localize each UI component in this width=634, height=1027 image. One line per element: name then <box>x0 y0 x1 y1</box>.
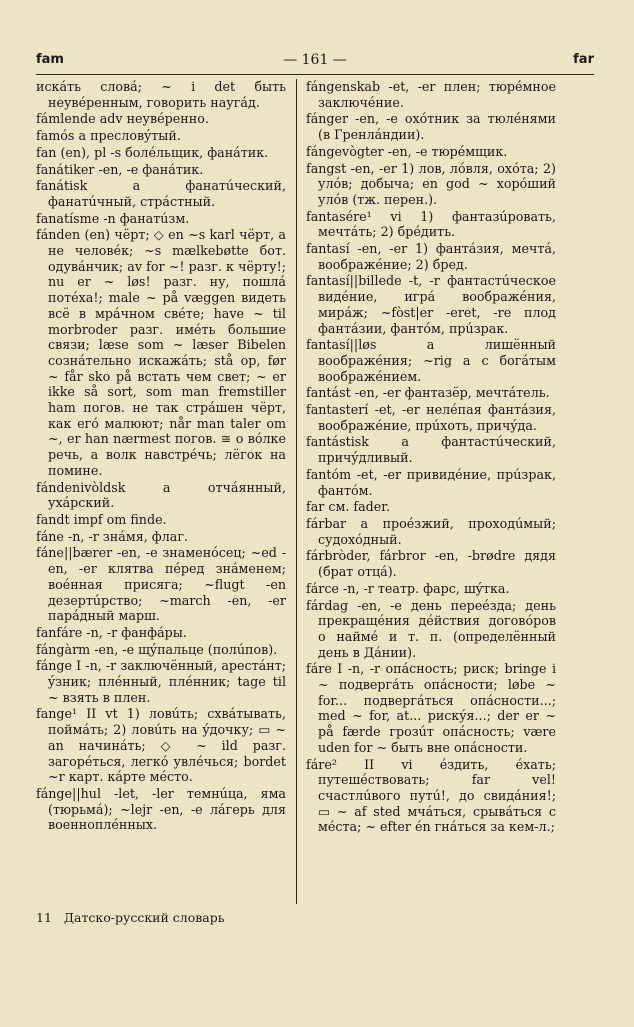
dictionary-entry: fáre² II vi éздить, éхать; путешéствовать; far vel! счастлúвого путú!, до свидáния!; ▭ ~ af sted мчáться, срывáться с мéста; ~ efter én гнáться за кем-л.; <box>306 756 556 835</box>
dictionary-entry: fárbròder, fárbror -en, -brødre дядя (брат отцá). <box>306 548 556 580</box>
dictionary-entry: искáть словá; ~ i det быть неувéренным, говорить наугáд. <box>36 79 286 110</box>
dictionary-entry: fáne||bærer -en, -e знаменóсец; ~ed -en, -er клятва пéред знáменем; воéнная присяга; ~flugt -en дезертúрство; ~march -en, -er парáдный марш. <box>36 545 286 624</box>
header-rule <box>36 74 594 75</box>
left-column <box>36 79 286 909</box>
dictionary-entry: fárbar a проéзжий, проходúмый; судохóдный. <box>306 515 556 547</box>
dictionary-entry: fárce -n, -r театр. фарс, шýтка. <box>306 580 510 596</box>
dictionary-entry: fándenivòldsk a отчáянный, ухáрский. <box>36 479 286 511</box>
dictionary-entry: fámlende adv неувéренно. <box>36 111 209 127</box>
header-left-guideword: fam <box>36 52 64 67</box>
dictionary-entry: fáne -n, -r знáмя, флаг. <box>36 528 188 544</box>
signature-line <box>36 910 225 925</box>
page-number: — 161 — <box>283 52 347 68</box>
dictionary-entry: fangst -en, -er 1) лов, лóвля, охóта; 2) улóв; добыча; en god ~ хорóший улóв (тж. перен.). <box>306 160 556 207</box>
dictionary-entry: fantasí||løs a лишённый воображéния; ~rig a с богáтым воображéнием. <box>306 337 556 384</box>
dictionary-entry: fángenskab -et, -er плен; тюрéмное заключéние. <box>306 79 556 110</box>
dictionary-entry: fandt impf om finde. <box>36 511 167 527</box>
header-right-guideword: far <box>573 52 594 67</box>
right-column <box>306 79 556 909</box>
dictionary-entry: fantóm -et, -er привидéние, прúзрак, фантóм. <box>306 466 556 498</box>
dictionary-entry: fanatísme -n фанатúзм. <box>36 210 190 226</box>
dictionary-entry: fantasí -en, -er 1) фантáзия, мечтá, воображéние; 2) бред. <box>306 241 556 272</box>
dictionary-entry: fanátisk a фанатúческий, фанатúчный, стрáстный. <box>36 178 286 209</box>
column-divider <box>296 79 297 904</box>
signature-title: Датско-русский словарь <box>63 910 225 925</box>
dictionary-entry: fan (en), pl -s болéльщик, фанáтик. <box>36 144 269 160</box>
dictionary-entry: fánger -en, -e охóтник за тюлéнями (в Гренлáндии). <box>306 111 556 143</box>
dictionary-entry: famós a пресловýтый. <box>36 128 181 144</box>
signature-number: 11 <box>36 910 52 925</box>
dictionary-entry: fángevògter -en, -e тюрéмщик. <box>306 143 508 159</box>
dictionary-entry: fantást -en, -er фантазёр, мечтáтель. <box>306 385 550 401</box>
dictionary-entry: fárdag -en, -e день переéзда; день прекращéния дéйствия договóров о наймé и т. п. (определённый день в Дáнии). <box>306 597 556 660</box>
dictionary-entry: fange¹ II vt 1) ловúть; схвáтывать, поймáть; 2) ловúть на ýдочку; ▭ ~ an начинáть; ◇ ~ ild разг. загорéться, легкó увлéчься; bordet ~r карт. кáрте мéсто. <box>36 706 286 785</box>
dictionary-entry: fánge||hul -let, -ler темнúца, яма (тюрьмá); ~lejr -en, -e лáгерь для военноплéнных. <box>36 785 286 833</box>
dictionary-entry: fáre I -n, -r опáсность; риск; bringe i ~ подвергáть опáсности; løbe ~ for... подвергáться опáсности...; med ~ for, at... рискýя...; der er ~ på færde грозúт опáсность; være uden for ~ быть вне опáсности. <box>306 661 556 755</box>
dictionary-entry: fanátiker -en, -e фанáтик. <box>36 161 204 177</box>
dictionary-entry: fantástisk a фантастúческий, причýдливый. <box>306 434 556 466</box>
dictionary-entry: fanfáre -n, -r фанфáры. <box>36 624 187 640</box>
dictionary-entry: fantasterí -et, -er нелéпая фантáзия, воображéние, прúхоть, причýда. <box>306 402 556 433</box>
page-header <box>36 52 594 74</box>
dictionary-entry: fantasére¹ vi 1) фантазúровать, мечтáть; 2) брéдить. <box>306 208 556 240</box>
dictionary-entry: fángàrm -en, -e щýпальце (полúпов). <box>36 641 278 657</box>
dictionary-entry: fánden (en) чёрт; ◇ en ~s karl чёрт, а не человéк; ~s mælkebøtte бот. одувáнчик; av for ~! разг. к чёрту!; nu er ~ løs! разг. ну, пошлá потéха!; male ~ på væggen видеть всё в мрáчном свéте; have ~ til morbroder разг. имéть большие связи; læse som ~ læser Bibelen сознáтельно искажáть; stå op, før ~ får sko på встать чем свет; ~ er ikke så sort, som man fremstiller ham погов. не так стрáшен чёрт, как егó малюют; når man taler om ~, er han nærmest погов. ≅ о вóлке речь, а волк навстрéчь; лёгок на помине. <box>36 227 286 478</box>
dictionary-entry: far см. fader. <box>306 499 390 515</box>
dictionary-entry: fánge I -n, -r заключённый, арестáнт; ýзник; плéнный, плéнник; tage til ~ взять в плен. <box>36 658 286 705</box>
dictionary-entry: fantasí||billede -t, -r фантастúческое видéние, игрá воображéния, мирáж; ~fòst|er -eret, -re плод фантáзии, фантóм, прúзрак. <box>306 273 556 336</box>
